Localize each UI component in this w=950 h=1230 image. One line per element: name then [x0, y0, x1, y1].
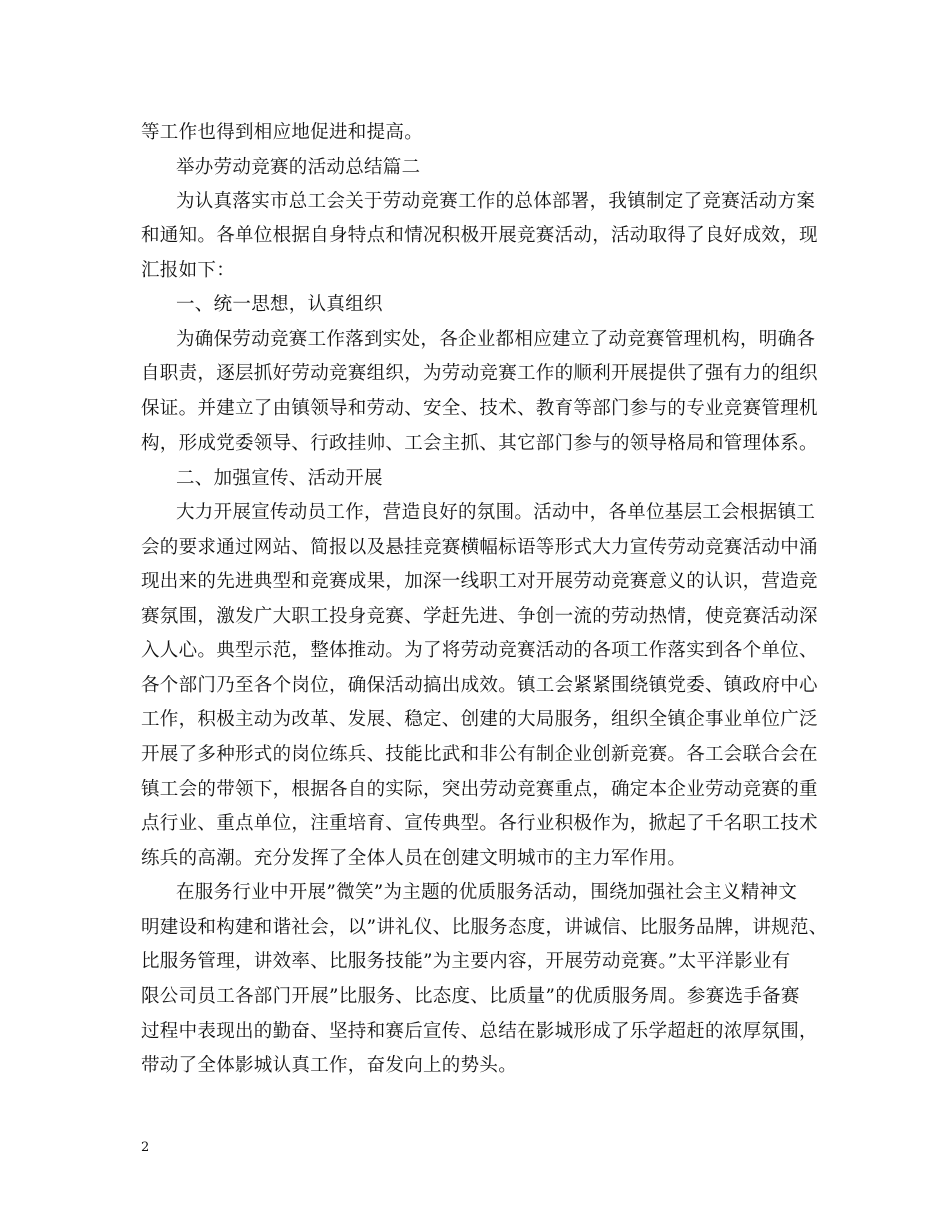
text-line: 在服务行业中开展”微笑”为主题的优质服务活动，围绕加强社会主义精神文	[176, 882, 798, 903]
text-line: 过程中表现出的勤奋、坚持和赛后宣传、总结在影城形成了乐学超赶的浓厚氛围，	[141, 1021, 818, 1042]
page-number: 2	[141, 1140, 150, 1155]
subsection-heading: 二、加强宣传、活动开展	[176, 468, 383, 489]
text-line: 工作，积极主动为改革、发展、稳定、创建的大局服务，组织全镇企事业单位广泛	[141, 709, 818, 730]
text-line: 限公司员工各部门开展”比服务、比态度、比质量”的优质服务周。参赛选手备赛	[141, 986, 800, 1007]
text-line: 等工作也得到相应地促进和提高。	[141, 122, 424, 143]
text-line: 汇报如下：	[141, 260, 236, 281]
text-line: 镇工会的带领下，根据各自的实际，突出劳动竞赛重点，确定本企业劳动竞赛的重	[141, 779, 818, 800]
text-line: 明建设和构建和谐社会，以”讲礼仪、比服务态度，讲诚信、比服务品牌，讲规范、	[141, 917, 828, 938]
text-line: 为确保劳动竞赛工作落到实处，各企业都相应建立了动竞赛管理机构，明确各	[176, 329, 816, 350]
text-line: 为认真落实市总工会关于劳动竞赛工作的总体部署，我镇制定了竞赛活动方案	[176, 191, 816, 212]
text-line: 带动了全体影城认真工作，奋发向上的势头。	[141, 1055, 518, 1076]
text-line: 点行业、重点单位，注重培育、宣传典型。各行业积极作为，掀起了千名职工技术	[141, 813, 818, 834]
text-line: 各个部门乃至各个岗位，确保活动搞出成效。镇工会紧紧围绕镇党委、镇政府中心	[141, 675, 818, 696]
text-line: 入人心。典型示范，整体推动。为了将劳动竞赛活动的各项工作落实到各个单位、	[141, 640, 818, 661]
text-line: 会的要求通过网站、简报以及悬挂竞赛横幅标语等形式大力宣传劳动竞赛活动中涌	[141, 537, 818, 558]
text-line: 和通知。各单位根据自身特点和情况积极开展竞赛活动，活动取得了良好成效，现	[141, 225, 818, 246]
text-line: 比服务管理，讲效率、比服务技能”为主要内容，开展劳动竞赛。”太平洋影业有	[141, 951, 791, 972]
text-line: 大力开展宣传动员工作，营造良好的氛围。活动中，各单位基层工会根据镇工	[176, 502, 816, 523]
text-line: 开展了多种形式的岗位练兵、技能比武和非公有制企业创新竞赛。各工会联合会在	[141, 744, 818, 765]
text-line: 赛氛围，激发广大职工投身竞赛、学赶先进、争创一流的劳动热情，使竞赛活动深	[141, 606, 818, 627]
section-heading: 举办劳动竞赛的活动总结篇二	[176, 157, 421, 178]
text-line: 自职责，逐层抓好劳动竞赛组织，为劳动竞赛工作的顺利开展提供了强有力的组织	[141, 363, 818, 384]
subsection-heading: 一、统一思想，认真组织	[176, 294, 383, 315]
text-line: 现出来的先进典型和竞赛成果，加深一线职工对开展劳动竞赛意义的认识，营造竞	[141, 571, 818, 592]
text-line: 保证。并建立了由镇领导和劳动、安全、技术、教育等部门参与的专业竞赛管理机	[141, 398, 818, 419]
text-line: 构，形成党委领导、行政挂帅、工会主抓、其它部门参与的领导格局和管理体系。	[141, 433, 818, 454]
text-line: 练兵的高潮。充分发挥了全体人员在创建文明城市的主力军作用。	[141, 848, 687, 869]
